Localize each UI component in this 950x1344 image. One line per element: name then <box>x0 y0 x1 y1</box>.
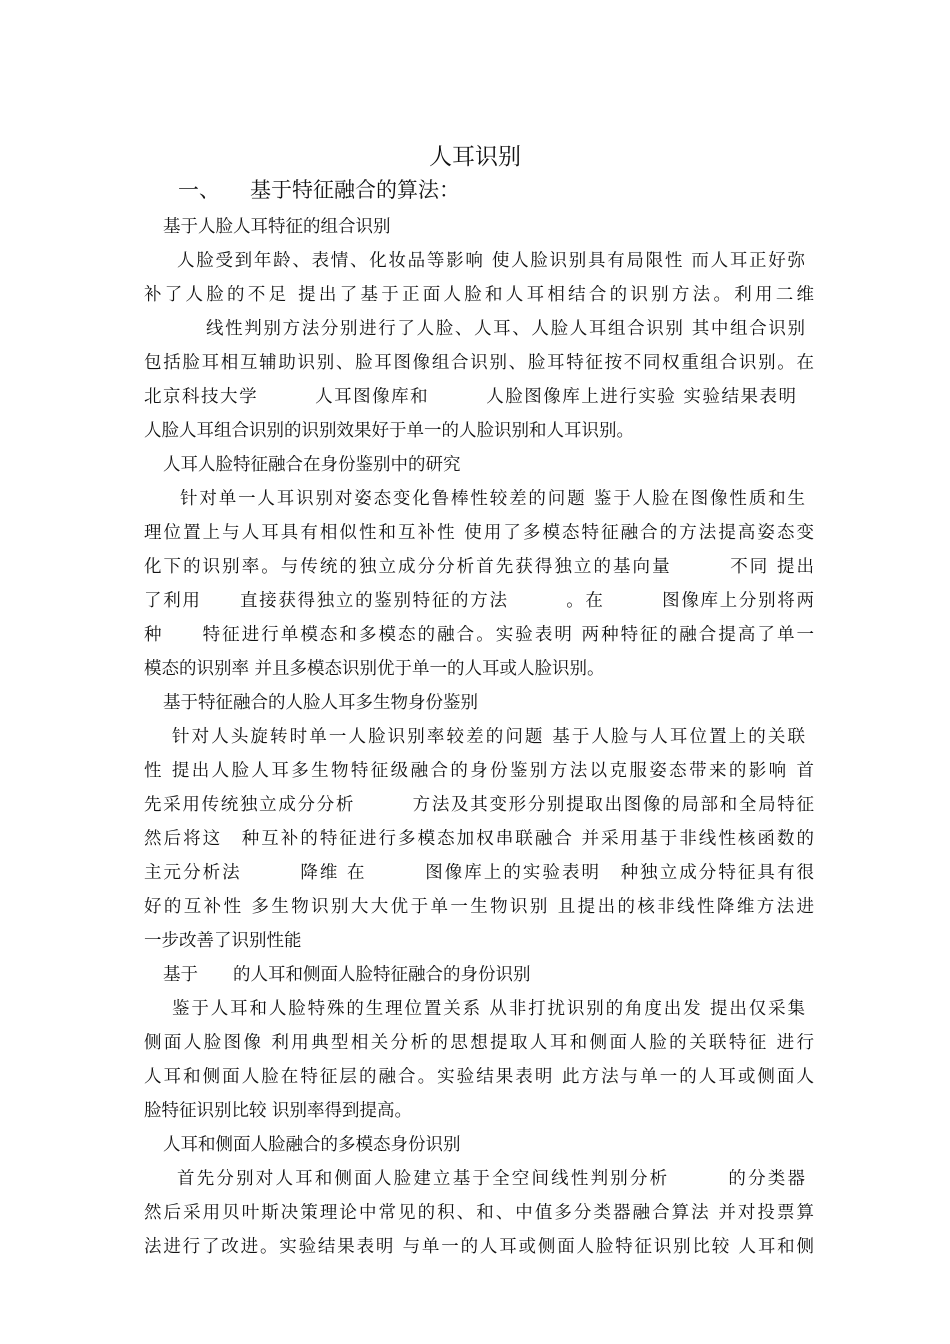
paragraph-line: 北京科技大学 人耳图像库和 人脸图像库上进行实验 实验结果表明 <box>144 387 796 407</box>
paragraph-line: 针对单一人耳识别对姿态变化鲁棒性较差的问题 鉴于人脸在图像性质和生 <box>180 489 805 509</box>
section-heading <box>178 175 460 205</box>
paragraph-line: 然后采用贝叶斯决策理论中常见的积、和、中值多分类器融合算法 并对投票算 <box>144 1203 814 1223</box>
paragraph-line: 性 提出人脸人耳多生物特征级融合的身份鉴别方法以克服姿态带来的影响 首 <box>144 761 814 781</box>
paragraph-line: 先采用传统独立成分分析 方法及其变形分别提取出图像的局部和全局特征 <box>144 795 814 815</box>
document-title: 人耳识别 <box>429 144 521 170</box>
paragraph-line: 法进行了改进。实验结果表明 与单一的人耳或侧面人脸特征识别比较 人耳和侧 <box>144 1237 814 1257</box>
paragraph-line: 脸特征识别比较 识别率得到提高。 <box>144 1101 413 1121</box>
paragraph-line: 主元分析法 降维 在 图像库上的实验表明 种独立成分特征具有很 <box>144 863 814 883</box>
paragraph-line: 然后将这 种互补的特征进行多模态加权串联融合 并采用基于非线性核函数的 <box>144 829 814 849</box>
paragraph-line: 化下的识别率。与传统的独立成分分析首先获得独立的基向量 不同 提出 <box>144 557 814 577</box>
paragraph-line: 种 特征进行单模态和多模态的融合。实验表明 两种特征的融合提高了单一 <box>144 625 814 645</box>
paragraph-line: 理位置上与人耳具有相似性和互补性 使用了多模态特征融合的方法提高姿态变 <box>144 523 814 543</box>
paragraph-line: 人脸受到年龄、表情、化妆品等影响 使人脸识别具有局限性 而人耳正好弥 <box>177 251 805 271</box>
paragraph-line: 线性判别方法分别进行了人脸、人耳、人脸人耳组合识别 其中组合识别 <box>206 319 805 339</box>
paragraph-line: 包括脸耳相互辅助识别、脸耳图像组合识别、脸耳特征按不同权重组合识别。在 <box>144 353 814 373</box>
paragraph-line: 针对人头旋转时单一人脸识别率较差的问题 基于人脸与人耳位置上的关联 <box>172 727 805 747</box>
subsection-title: 人耳人脸特征融合在身份鉴别中的研究 <box>163 455 461 475</box>
paragraph-line: 补了人脸的不足 提出了基于正面人脸和人耳相结合的识别方法。利用二维 <box>144 285 814 305</box>
paragraph-line: 鉴于人耳和人脸特殊的生理位置关系 从非打扰识别的角度出发 提出仅采集 <box>172 999 805 1019</box>
paragraph-line: 首先分别对人耳和侧面人脸建立基于全空间线性判别分析 的分类器 <box>177 1169 805 1189</box>
paragraph-line: 模态的识别率 并且多模态识别优于单一的人耳或人脸识别。 <box>144 659 605 679</box>
subsection-title: 基于特征融合的人脸人耳多生物身份鉴别 <box>163 693 478 713</box>
paragraph-line: 侧面人脸图像 利用典型相关分析的思想提取人耳和侧面人脸的关联特征 进行 <box>144 1033 814 1053</box>
subsection-title: 基于人脸人耳特征的组合识别 <box>163 217 391 237</box>
paragraph-line: 了利用 直接获得独立的鉴别特征的方法 。在 图像库上分别将两 <box>144 591 814 611</box>
paragraph-line: 一步改善了识别性能 <box>144 931 302 951</box>
paragraph-line: 好的互补性 多生物识别大大优于单一生物识别 且提出的核非线性降维方法进 <box>144 897 814 917</box>
subsection-title: 基于 的人耳和侧面人脸特征融合的身份识别 <box>163 965 531 985</box>
paragraph-line: 人脸人耳组合识别的识别效果好于单一的人脸识别和人耳识别。 <box>144 421 634 441</box>
section-heading-text: 基于特征融合的算法： <box>250 178 460 202</box>
paragraph-line: 人耳和侧面人脸在特征层的融合。实验结果表明 此方法与单一的人耳或侧面人 <box>144 1067 814 1087</box>
subsection-title: 人耳和侧面人脸融合的多模态身份识别 <box>163 1135 461 1155</box>
section-number: 一、 <box>178 178 220 202</box>
